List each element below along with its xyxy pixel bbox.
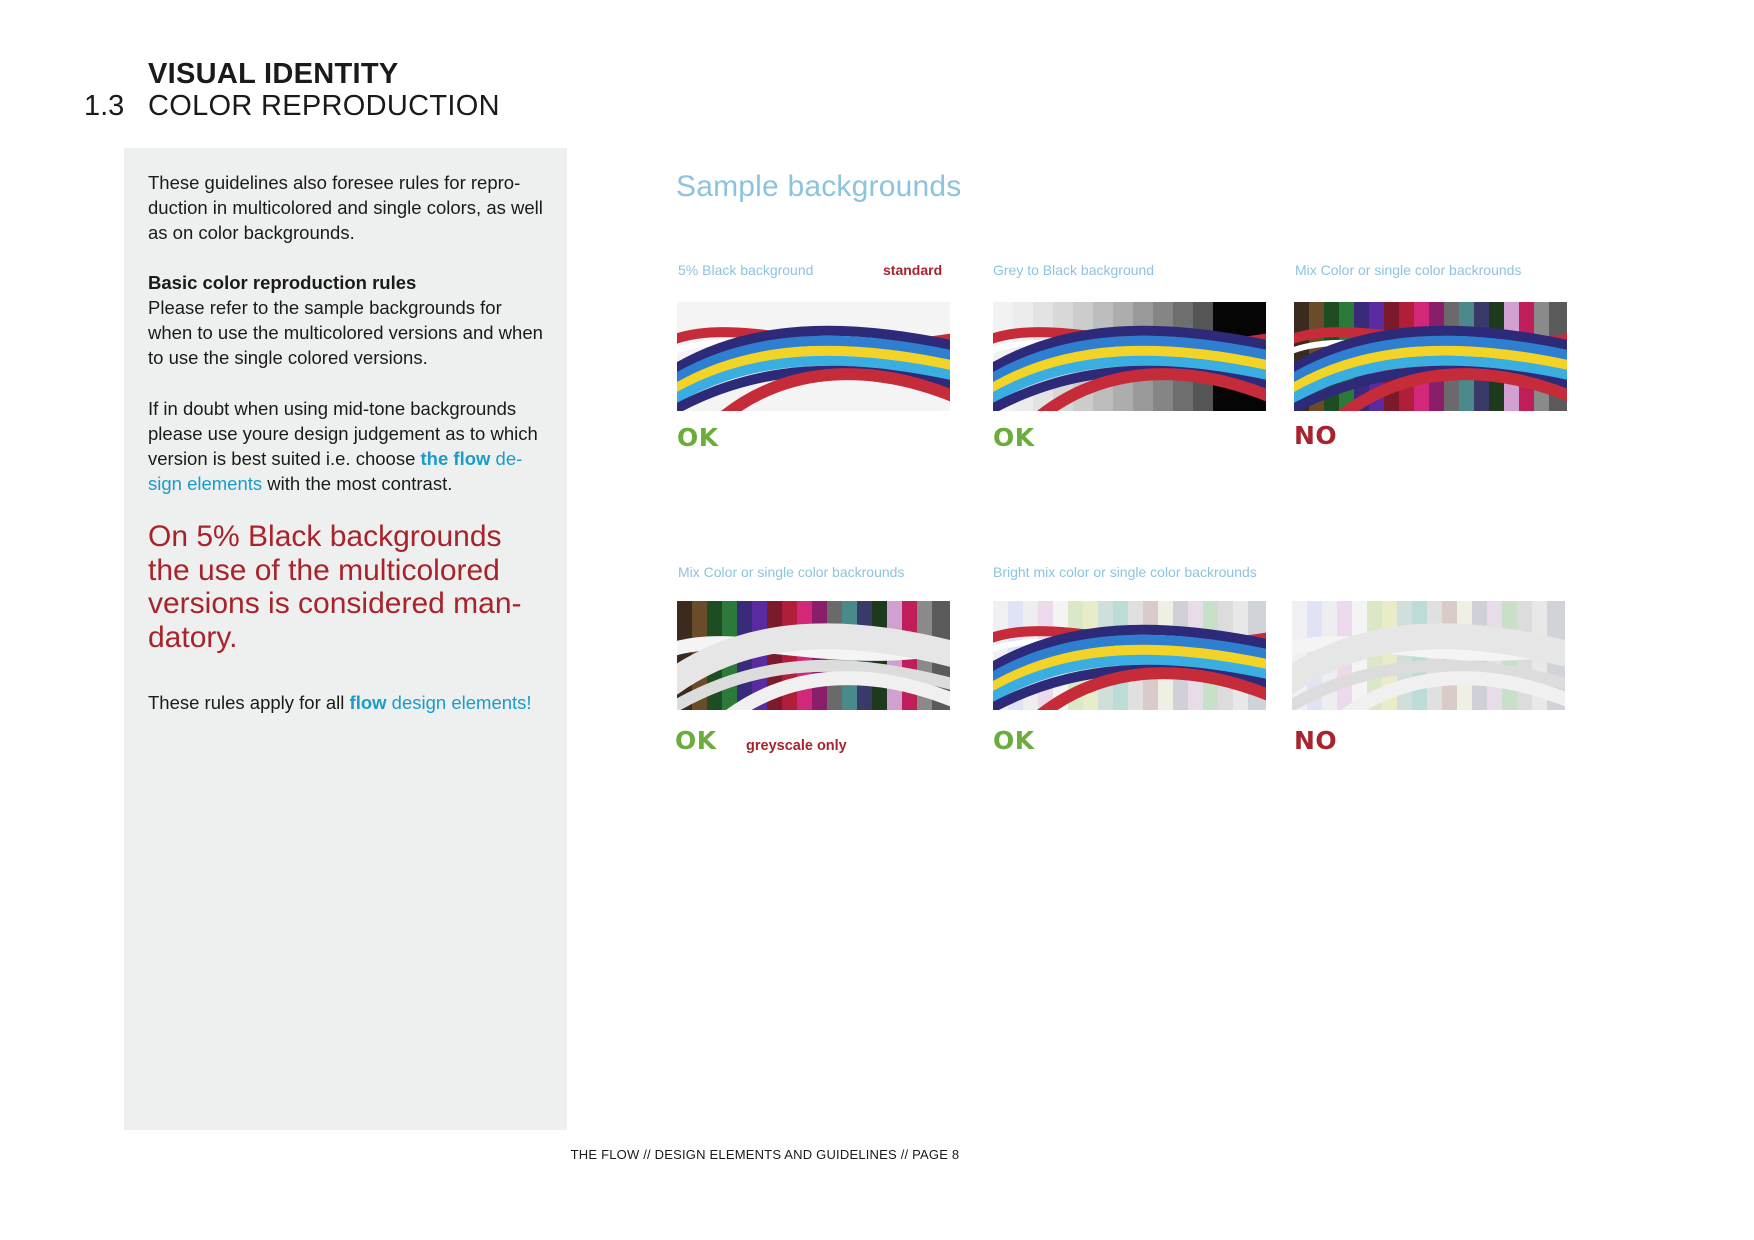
- doubt-text-end: with the most contrast.: [262, 473, 453, 494]
- sample-4-panel: [677, 601, 950, 710]
- sample-3-caption: Mix Color or single color backrounds: [1295, 262, 1522, 278]
- mandatory-statement: On 5% Black backgrounds the use of the multicolored versions is considered man-datory.: [148, 520, 522, 654]
- sample-4-caption: Mix Color or single color backrounds: [678, 564, 905, 580]
- doubt-paragraph: [148, 396, 548, 496]
- design-elements-term-2: design elements!: [386, 692, 532, 713]
- sample-3-verdict: NO: [1294, 421, 1338, 450]
- intro-paragraph: These guidelines also foresee rules for repro-duction in multicolored and single colors, as well as on color backgrounds.: [148, 172, 543, 243]
- sample-3-panel: [1294, 302, 1567, 411]
- sample-backgrounds-title: Sample backgrounds: [676, 170, 962, 203]
- rules-heading: Basic color reproduction rules: [148, 272, 417, 293]
- section-title: COLOR REPRODUCTION: [148, 90, 500, 122]
- section-number: 1.3: [84, 90, 125, 122]
- sample-1-panel: [677, 302, 950, 411]
- the-flow-term: the flow: [420, 448, 491, 469]
- sample-1-verdict: OK: [677, 423, 719, 452]
- sample-1-caption: 5% Black background: [678, 262, 814, 278]
- sample-5-caption: Bright mix color or single color backrounds: [993, 564, 1257, 580]
- rules-text: Please refer to the sample backgrounds for when to use the multicolored versions and when to use the single colored versions.: [148, 297, 543, 368]
- sample-2-verdict: OK: [993, 423, 1035, 452]
- page-footer: THE FLOW // DESIGN ELEMENTS AND GUIDELINES // PAGE 8: [570, 1147, 960, 1162]
- page-title: VISUAL IDENTITY: [148, 58, 399, 90]
- sample-1-tag: standard: [883, 262, 943, 278]
- apply-paragraph: [148, 690, 548, 715]
- apply-text: These rules apply for all: [148, 692, 350, 713]
- sample-6-verdict: NO: [1294, 726, 1338, 755]
- sample-6-panel: [1292, 601, 1565, 710]
- sample-4-note: greyscale only: [746, 738, 847, 754]
- design-elements-term: de-sign elements: [148, 448, 523, 494]
- sample-2-caption: Grey to Black background: [993, 262, 1155, 278]
- rules-paragraph: [148, 270, 548, 370]
- sample-5-panel: [993, 601, 1266, 710]
- sample-2-panel: [993, 302, 1266, 411]
- guidelines-sidebar: [124, 148, 567, 1130]
- doubt-text: If in doubt when using mid-tone backgrounds please use youre design judgement as to which version is best suited i.e. choose: [148, 398, 538, 469]
- sample-4-verdict: OK: [675, 726, 717, 755]
- flow-term: flow: [349, 692, 387, 713]
- sample-5-verdict: OK: [993, 726, 1035, 755]
